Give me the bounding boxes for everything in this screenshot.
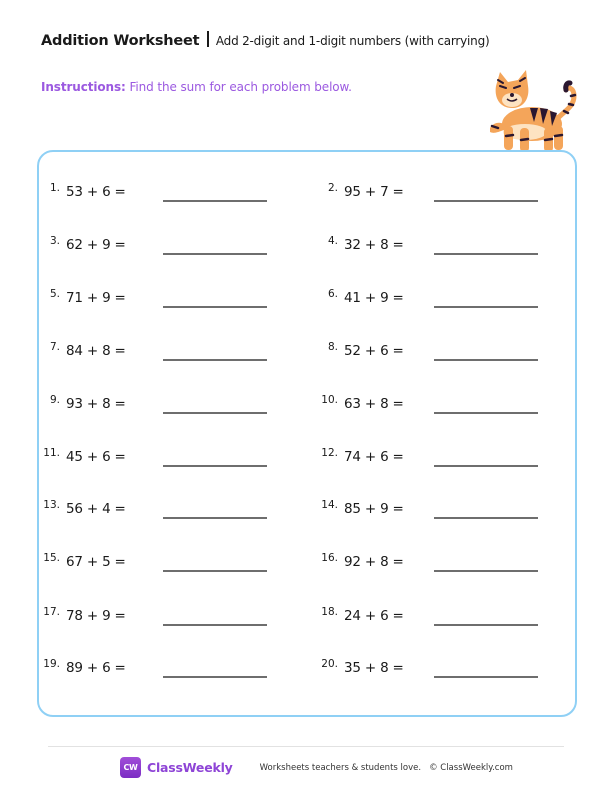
problem-number: 3. [49, 235, 60, 247]
problem-expression: 84 + 8 = [66, 343, 126, 359]
answer-line[interactable] [434, 412, 538, 414]
problems-panel [37, 150, 577, 717]
problem-expression: 92 + 8 = [344, 554, 404, 570]
worksheet-subtitle: Add 2-digit and 1-digit numbers (with carrying) [215, 34, 490, 48]
problem-7 [36, 343, 126, 359]
problem-18 [314, 608, 404, 624]
problem-number: 19. [43, 658, 60, 670]
problem-expression: 93 + 8 = [66, 396, 126, 412]
problem-10 [314, 396, 404, 412]
problem-5 [36, 290, 126, 306]
problem-expression: 56 + 4 = [66, 501, 126, 517]
tiger-icon [470, 66, 580, 158]
answer-line[interactable] [163, 465, 267, 467]
problem-expression: 62 + 9 = [66, 237, 126, 253]
worksheet-header [41, 29, 490, 49]
problem-16 [314, 554, 404, 570]
problem-15 [36, 554, 126, 570]
problem-number: 2. [327, 182, 338, 194]
answer-line[interactable] [163, 359, 267, 361]
problem-4 [314, 237, 404, 253]
answer-line[interactable] [163, 306, 267, 308]
instructions-label: Instructions: [41, 80, 126, 94]
answer-line[interactable] [163, 412, 267, 414]
problem-expression: 89 + 6 = [66, 660, 126, 676]
problem-9 [36, 396, 126, 412]
problem-1 [36, 184, 126, 200]
footer-copyright: © ClassWeekly.com [429, 762, 513, 773]
problem-expression: 24 + 6 = [344, 608, 404, 624]
problem-expression: 35 + 8 = [344, 660, 404, 676]
answer-line[interactable] [163, 200, 267, 202]
problem-number: 16. [321, 552, 338, 564]
problem-number: 9. [49, 394, 60, 406]
problem-number: 5. [49, 288, 60, 300]
answer-line[interactable] [434, 200, 538, 202]
problem-17 [36, 608, 126, 624]
problem-20 [314, 660, 404, 676]
answer-line[interactable] [434, 624, 538, 626]
problem-number: 8. [327, 341, 338, 353]
problem-expression: 95 + 7 = [344, 184, 404, 200]
problem-expression: 74 + 6 = [344, 449, 404, 465]
answer-line[interactable] [434, 570, 538, 572]
footer-tagline: Worksheets teachers & students love. [259, 762, 422, 773]
title-divider [207, 31, 209, 47]
problem-expression: 78 + 9 = [66, 608, 126, 624]
problem-expression: 63 + 8 = [344, 396, 404, 412]
answer-line[interactable] [434, 253, 538, 255]
footer [120, 757, 513, 778]
problem-expression: 45 + 6 = [66, 449, 126, 465]
problem-12 [314, 449, 404, 465]
answer-line[interactable] [163, 570, 267, 572]
problem-number: 11. [43, 447, 60, 459]
problem-number: 18. [321, 606, 338, 618]
problem-number: 15. [43, 552, 60, 564]
problem-expression: 52 + 6 = [344, 343, 404, 359]
answer-line[interactable] [434, 306, 538, 308]
problem-expression: 67 + 5 = [66, 554, 126, 570]
classweekly-logo-icon: CW [120, 757, 141, 778]
answer-line[interactable] [434, 517, 538, 519]
answer-line[interactable] [434, 676, 538, 678]
problem-13 [36, 501, 126, 517]
instructions-text: Find the sum for each problem below. [129, 80, 352, 94]
answer-line[interactable] [163, 253, 267, 255]
problem-number: 6. [327, 288, 338, 300]
answer-line[interactable] [163, 517, 267, 519]
answer-line[interactable] [163, 624, 267, 626]
footer-divider [48, 746, 564, 747]
problem-expression: 32 + 8 = [344, 237, 404, 253]
problem-expression: 85 + 9 = [344, 501, 404, 517]
problem-11 [36, 449, 126, 465]
answer-line[interactable] [163, 676, 267, 678]
problem-number: 4. [327, 235, 338, 247]
problem-expression: 71 + 9 = [66, 290, 126, 306]
problem-number: 14. [321, 499, 338, 511]
problem-expression: 41 + 9 = [344, 290, 404, 306]
problem-19 [36, 660, 126, 676]
answer-line[interactable] [434, 359, 538, 361]
instructions [41, 80, 352, 94]
problem-number: 13. [43, 499, 60, 511]
problem-number: 7. [49, 341, 60, 353]
answer-line[interactable] [434, 465, 538, 467]
problem-number: 10. [321, 394, 338, 406]
problem-number: 1. [49, 182, 60, 194]
brand-name: ClassWeekly [147, 760, 233, 775]
problem-number: 17. [43, 606, 60, 618]
problem-number: 12. [321, 447, 338, 459]
problem-expression: 53 + 6 = [66, 184, 126, 200]
problem-2 [314, 184, 404, 200]
problem-3 [36, 237, 126, 253]
worksheet-title: Addition Worksheet [41, 33, 200, 49]
problem-number: 20. [321, 658, 338, 670]
problem-6 [314, 290, 404, 306]
problem-14 [314, 501, 404, 517]
problem-8 [314, 343, 404, 359]
